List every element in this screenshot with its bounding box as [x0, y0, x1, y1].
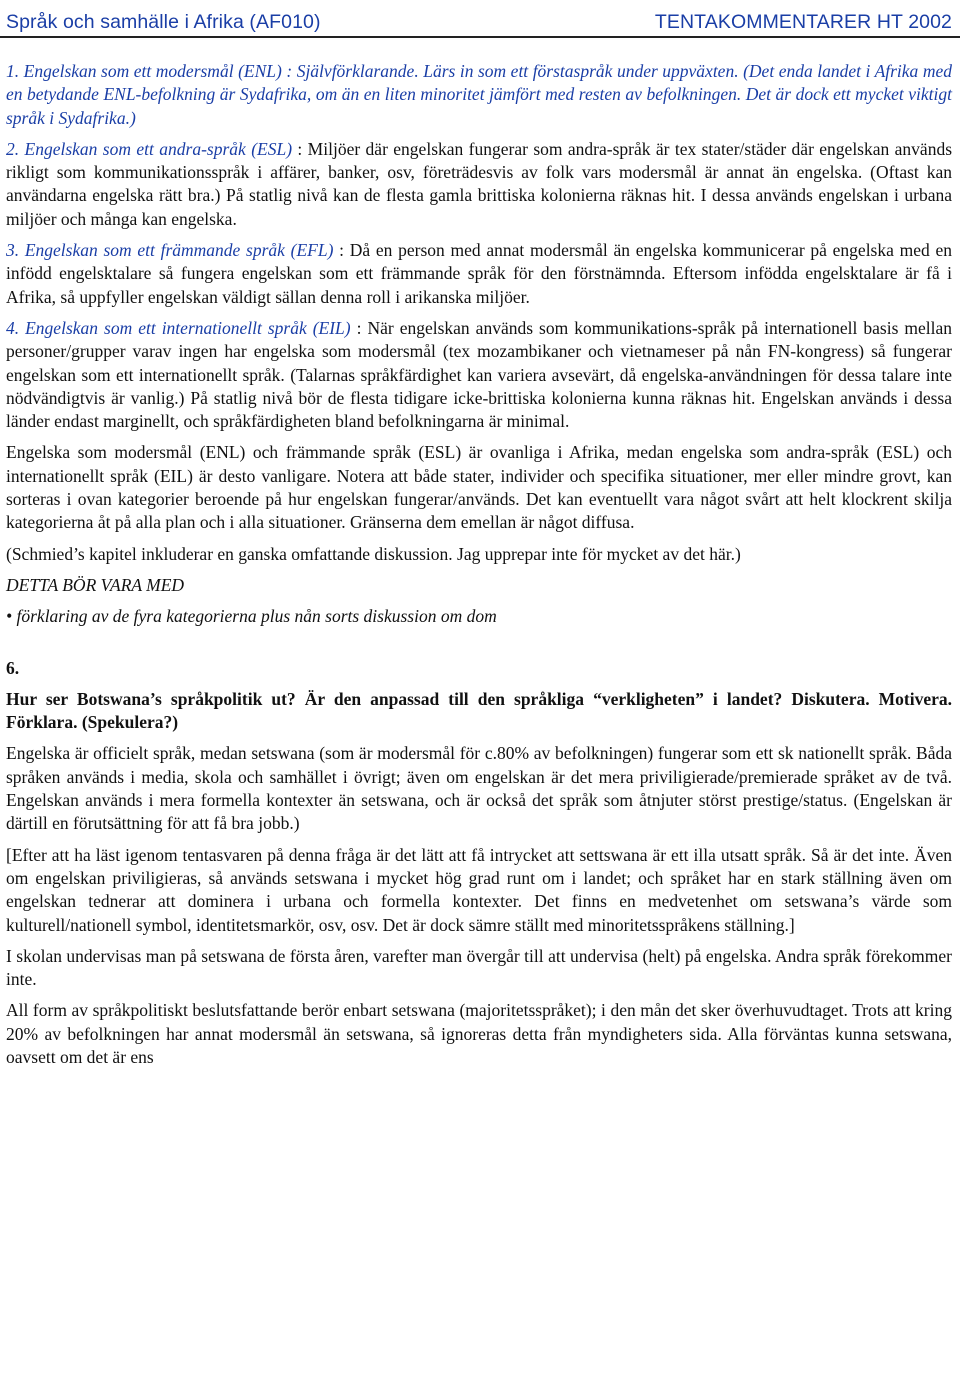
category-esl-text: : Miljöer där engelskan fungerar som andra-språk är tex stater/städer där engelskan används rikligt som kommunikationsspråk i affärer, banker, osv, företrädesvis av folk vars modersmål är annat än engelska. (Oftast kan användarna engelska rätt bra.) På statlig nivå kan de flesta gamla brittiska kolonierna räknas hit. I dessa används engelskan i urbana miljöer och många kan engelska.: [6, 138, 952, 229]
answer-paragraph-1: Engelska är officielt språk, medan setswana (som är modersmål för c.80% av befolkningen) fungerar som ett sk nationellt språk. Båda språken används i media, skola och samhället i övrigt; även om engelskan är det mera priviligierade/premierade språket av de två. Engelskan används i mera formella kontexter än setswana, och är också det språk som åtnjuter störst prestige/status. (Engelskan är därtill en förutsättning för att få bra jobb.): [6, 743, 952, 834]
header-rule: [0, 36, 960, 38]
summary-paragraph: Engelska som modersmål (ENL) och främmande språk (ESL) är ovanliga i Afrika, medan engelska som andra-språk (ESL) och internationellt språk (EIL) är desto vanligare. Notera att både stater, individer och specifika situationer, mer eller mindre grovt, kan sorteras i ovan kategorier beroende på hur engelskan fungerar/används. Det kan eventuellt vara något svårt att helt klockrent skilja kategorierna åt på alla plan och i alla situationer. Gränserna dem emellan är något diffusa.: [6, 442, 952, 533]
document-title: TENTAKOMMENTARER HT 2002: [654, 11, 952, 33]
category-efl-paragraph: [6, 239, 952, 309]
answer-paragraph-4: All form av språkpolitiskt beslutsfattande berör enbart setswana (majoritetsspråket); i den mån det sker överhuvudtaget. Trots att kring 20% av befolkningen har annat modersmål än setswana, så ignoreras detta från myndigheters sida. Alla förväntas kunna setswana, oavsett om det är ens: [6, 1000, 952, 1067]
category-esl-heading: 2. Engelskan som ett andra-språk (ESL): [6, 138, 293, 159]
category-efl-text: : Då en person med annat modersmål än engelska kommunicerar på engelska med en infödd engelsktalare så fungera engelskan som ett främmande språk för den förstnämnda. Eftersom infödda engelsktalare är få i Afrika, så uppfyller engelskan väldigt sällan denna roll i arikanska miljöer.: [6, 240, 952, 307]
category-enl-paragraph: 1. Engelskan som ett modersmål (ENL) : Självförklarande. Lärs in som ett förstaspråk under uppväxten. (Det enda landet i Afrika med en betydande ENL-befolkning är Sydafrika, om än en liten minoritet jämfört med resten av befolkningen. Det är dock ett mycket viktigt språk i Sydafrika.): [6, 61, 952, 128]
category-eil-heading: 4. Engelskan som ett internationellt språk (EIL): [6, 317, 351, 338]
category-eil-text: : När engelskan används som kommunikations-språk på internationell basis mellan personer/grupper varav ingen har engelska som modersmål (tex mozambikaner och vietnameser på nån FN-kongress) så fungerar engelskan som ett internationellt språk. (Talarnas språkfärdighet kan variera avsevärt, då engelska-användningen för dessa talare inte nödvändigtvis är vanlig.) På statlig nivå bör de flesta tidigare icke-brittiska kolonierna kunna räknas hit. Engelskan används i dessa länder endast marginellt, och språkfärdigheten bland befolkningarna är minimal.: [6, 317, 952, 432]
requirements-heading: DETTA BÖR VARA MED: [6, 574, 185, 595]
category-esl-paragraph: [6, 138, 952, 231]
answer-paragraph-2: [Efter att ha läst igenom tentasvaren på denna fråga är det lätt att få intrycket att settswana är ett illa utsatt språk. Så är det inte. Även om engelskan priviligieras, så används setswana i mycket hög grad runt om i landet; och språket har en stark ställning även om engelskan tednerar att dominera i urbana och formella kontexter. Det finns en medvetenhet om setswana’s värde som kulturell/nationell symbol, identitetsmarkör, osv, osv. Det är dock sämre ställt med minoritetsspråkens ställning.]: [6, 844, 952, 935]
document-body: [6, 60, 952, 1077]
question-text: Hur ser Botswana’s språkpolitik ut? Är den anpassad till den språkliga “verkligheten” i landet? Diskutera. Motivera. Förklara. (Spekulera?): [6, 688, 952, 733]
page-header: [6, 2, 952, 36]
requirements-bullet: • förklaring av de fyra kategorierna plus nån sorts diskussion om dom: [6, 606, 497, 627]
question-number: 6.: [6, 657, 20, 678]
category-eil-paragraph: [6, 317, 952, 433]
answer-paragraph-3: I skolan undervisas man på setswana de första åren, varefter man övergår till att undervisa (helt) på engelska. Andra språk förekommer inte.: [6, 945, 952, 990]
category-efl-heading: 3. Engelskan som ett främmande språk (EFL): [6, 240, 334, 261]
schmied-note: (Schmied’s kapitel inkluderar en ganska omfattande diskussion. Jag upprepar inte för mycket av det här.): [6, 543, 741, 564]
course-title: Språk och samhälle i Afrika (AF010): [6, 11, 321, 33]
